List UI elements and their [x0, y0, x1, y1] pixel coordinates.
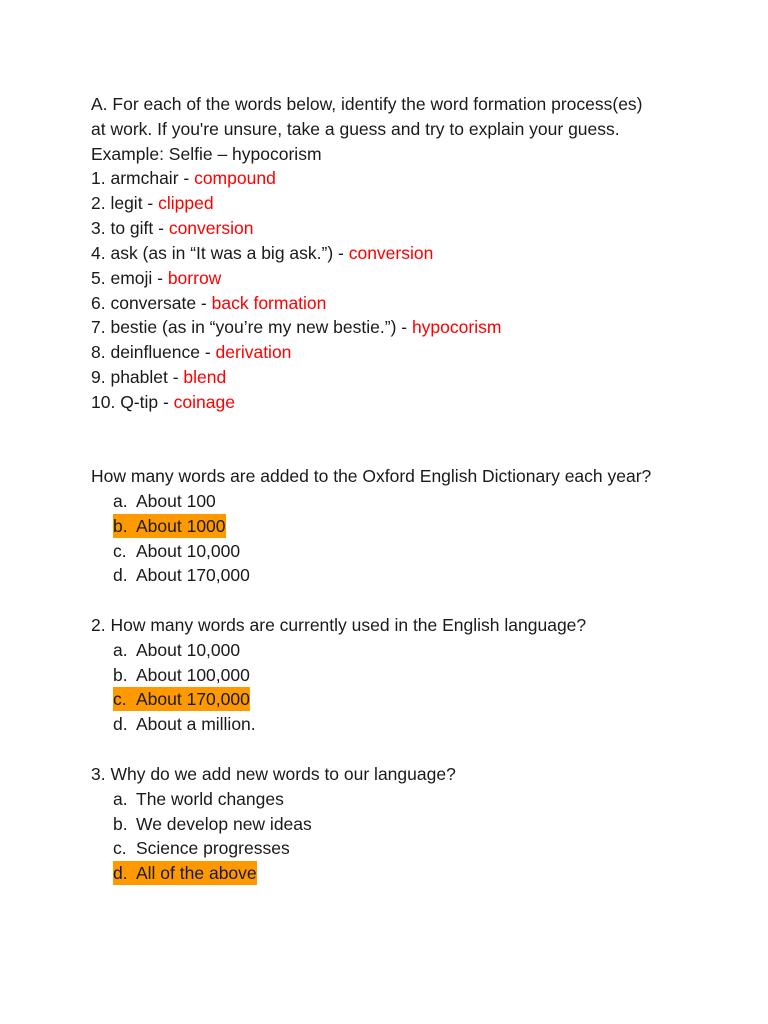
- instruction-line-1: A. For each of the words below, identify the word formation process(es): [91, 94, 643, 114]
- option-letter: c.: [113, 541, 127, 561]
- answer-option-highlighted: [113, 861, 257, 885]
- item-word: 4. ask (as in “It was a big ask.”) -: [91, 243, 349, 263]
- question-text: 3. Why do we add new words to our language?: [91, 764, 456, 784]
- item-answer: back formation: [211, 293, 327, 313]
- item-word: 10. Q-tip -: [91, 392, 174, 412]
- item-answer: conversion: [348, 243, 434, 263]
- list-item: [91, 315, 501, 339]
- answer-option: [113, 663, 250, 687]
- answer-option: [113, 712, 256, 736]
- answer-option-highlighted: [113, 514, 226, 538]
- item-word: 8. deinfluence -: [91, 342, 216, 362]
- option-text: About 170,000: [136, 565, 250, 585]
- answer-option: [113, 836, 290, 860]
- instruction-line-2: at work. If you're unsure, take a guess and try to explain your guess.: [91, 119, 620, 139]
- item-answer: coinage: [173, 392, 235, 412]
- item-answer: compound: [194, 168, 276, 188]
- option-letter: c.: [113, 689, 127, 709]
- option-text: About 100,000: [136, 665, 250, 685]
- item-answer: conversion: [168, 218, 254, 238]
- item-answer: blend: [183, 367, 227, 387]
- list-item: [91, 365, 226, 389]
- option-text: About 170,000: [136, 689, 250, 709]
- list-item: [91, 340, 291, 364]
- option-letter: d.: [113, 863, 128, 883]
- option-text: About 10,000: [136, 541, 241, 561]
- option-letter: a.: [113, 789, 128, 809]
- option-text: All of the above: [136, 863, 257, 883]
- list-item: [91, 241, 433, 265]
- item-word: 9. phablet -: [91, 367, 184, 387]
- list-item: [91, 291, 326, 315]
- option-text: We develop new ideas: [136, 814, 312, 834]
- option-text: About a million.: [136, 714, 256, 734]
- option-text: About 10,000: [136, 640, 241, 660]
- answer-option: [113, 787, 284, 811]
- answer-option: [113, 489, 216, 513]
- option-letter: d.: [113, 714, 128, 734]
- option-text: The world changes: [136, 789, 284, 809]
- option-letter: a.: [113, 640, 128, 660]
- option-text: Science progresses: [136, 838, 290, 858]
- option-text: About 100: [136, 491, 216, 511]
- list-item: [91, 191, 214, 215]
- answer-option-highlighted: [113, 687, 250, 711]
- option-letter: d.: [113, 565, 128, 585]
- example-line: Example: Selfie – hypocorism: [91, 144, 322, 164]
- list-item: [91, 390, 235, 414]
- option-letter: b.: [113, 814, 128, 834]
- question-text: 2. How many words are currently used in the English language?: [91, 615, 587, 635]
- item-word: 1. armchair -: [91, 168, 195, 188]
- item-answer: clipped: [158, 193, 214, 213]
- option-text: About 1000: [136, 516, 226, 536]
- list-item: [91, 266, 221, 290]
- list-item: [91, 216, 253, 240]
- item-word: 6. conversate -: [91, 293, 212, 313]
- item-word: 2. legit -: [91, 193, 159, 213]
- question-text: How many words are added to the Oxford English Dictionary each year?: [91, 466, 652, 486]
- option-letter: b.: [113, 516, 128, 536]
- option-letter: b.: [113, 665, 128, 685]
- item-word: 3. to gift -: [91, 218, 169, 238]
- item-word: 5. emoji -: [91, 268, 168, 288]
- item-answer: hypocorism: [411, 317, 502, 337]
- list-item: [91, 166, 276, 190]
- option-letter: c.: [113, 838, 127, 858]
- item-answer: derivation: [215, 342, 292, 362]
- answer-option: [113, 812, 312, 836]
- item-word: 7. bestie (as in “you’re my new bestie.”) -: [91, 317, 412, 337]
- answer-option: [113, 539, 240, 563]
- item-answer: borrow: [167, 268, 222, 288]
- answer-option: [113, 563, 250, 587]
- option-letter: a.: [113, 491, 128, 511]
- answer-option: [113, 638, 240, 662]
